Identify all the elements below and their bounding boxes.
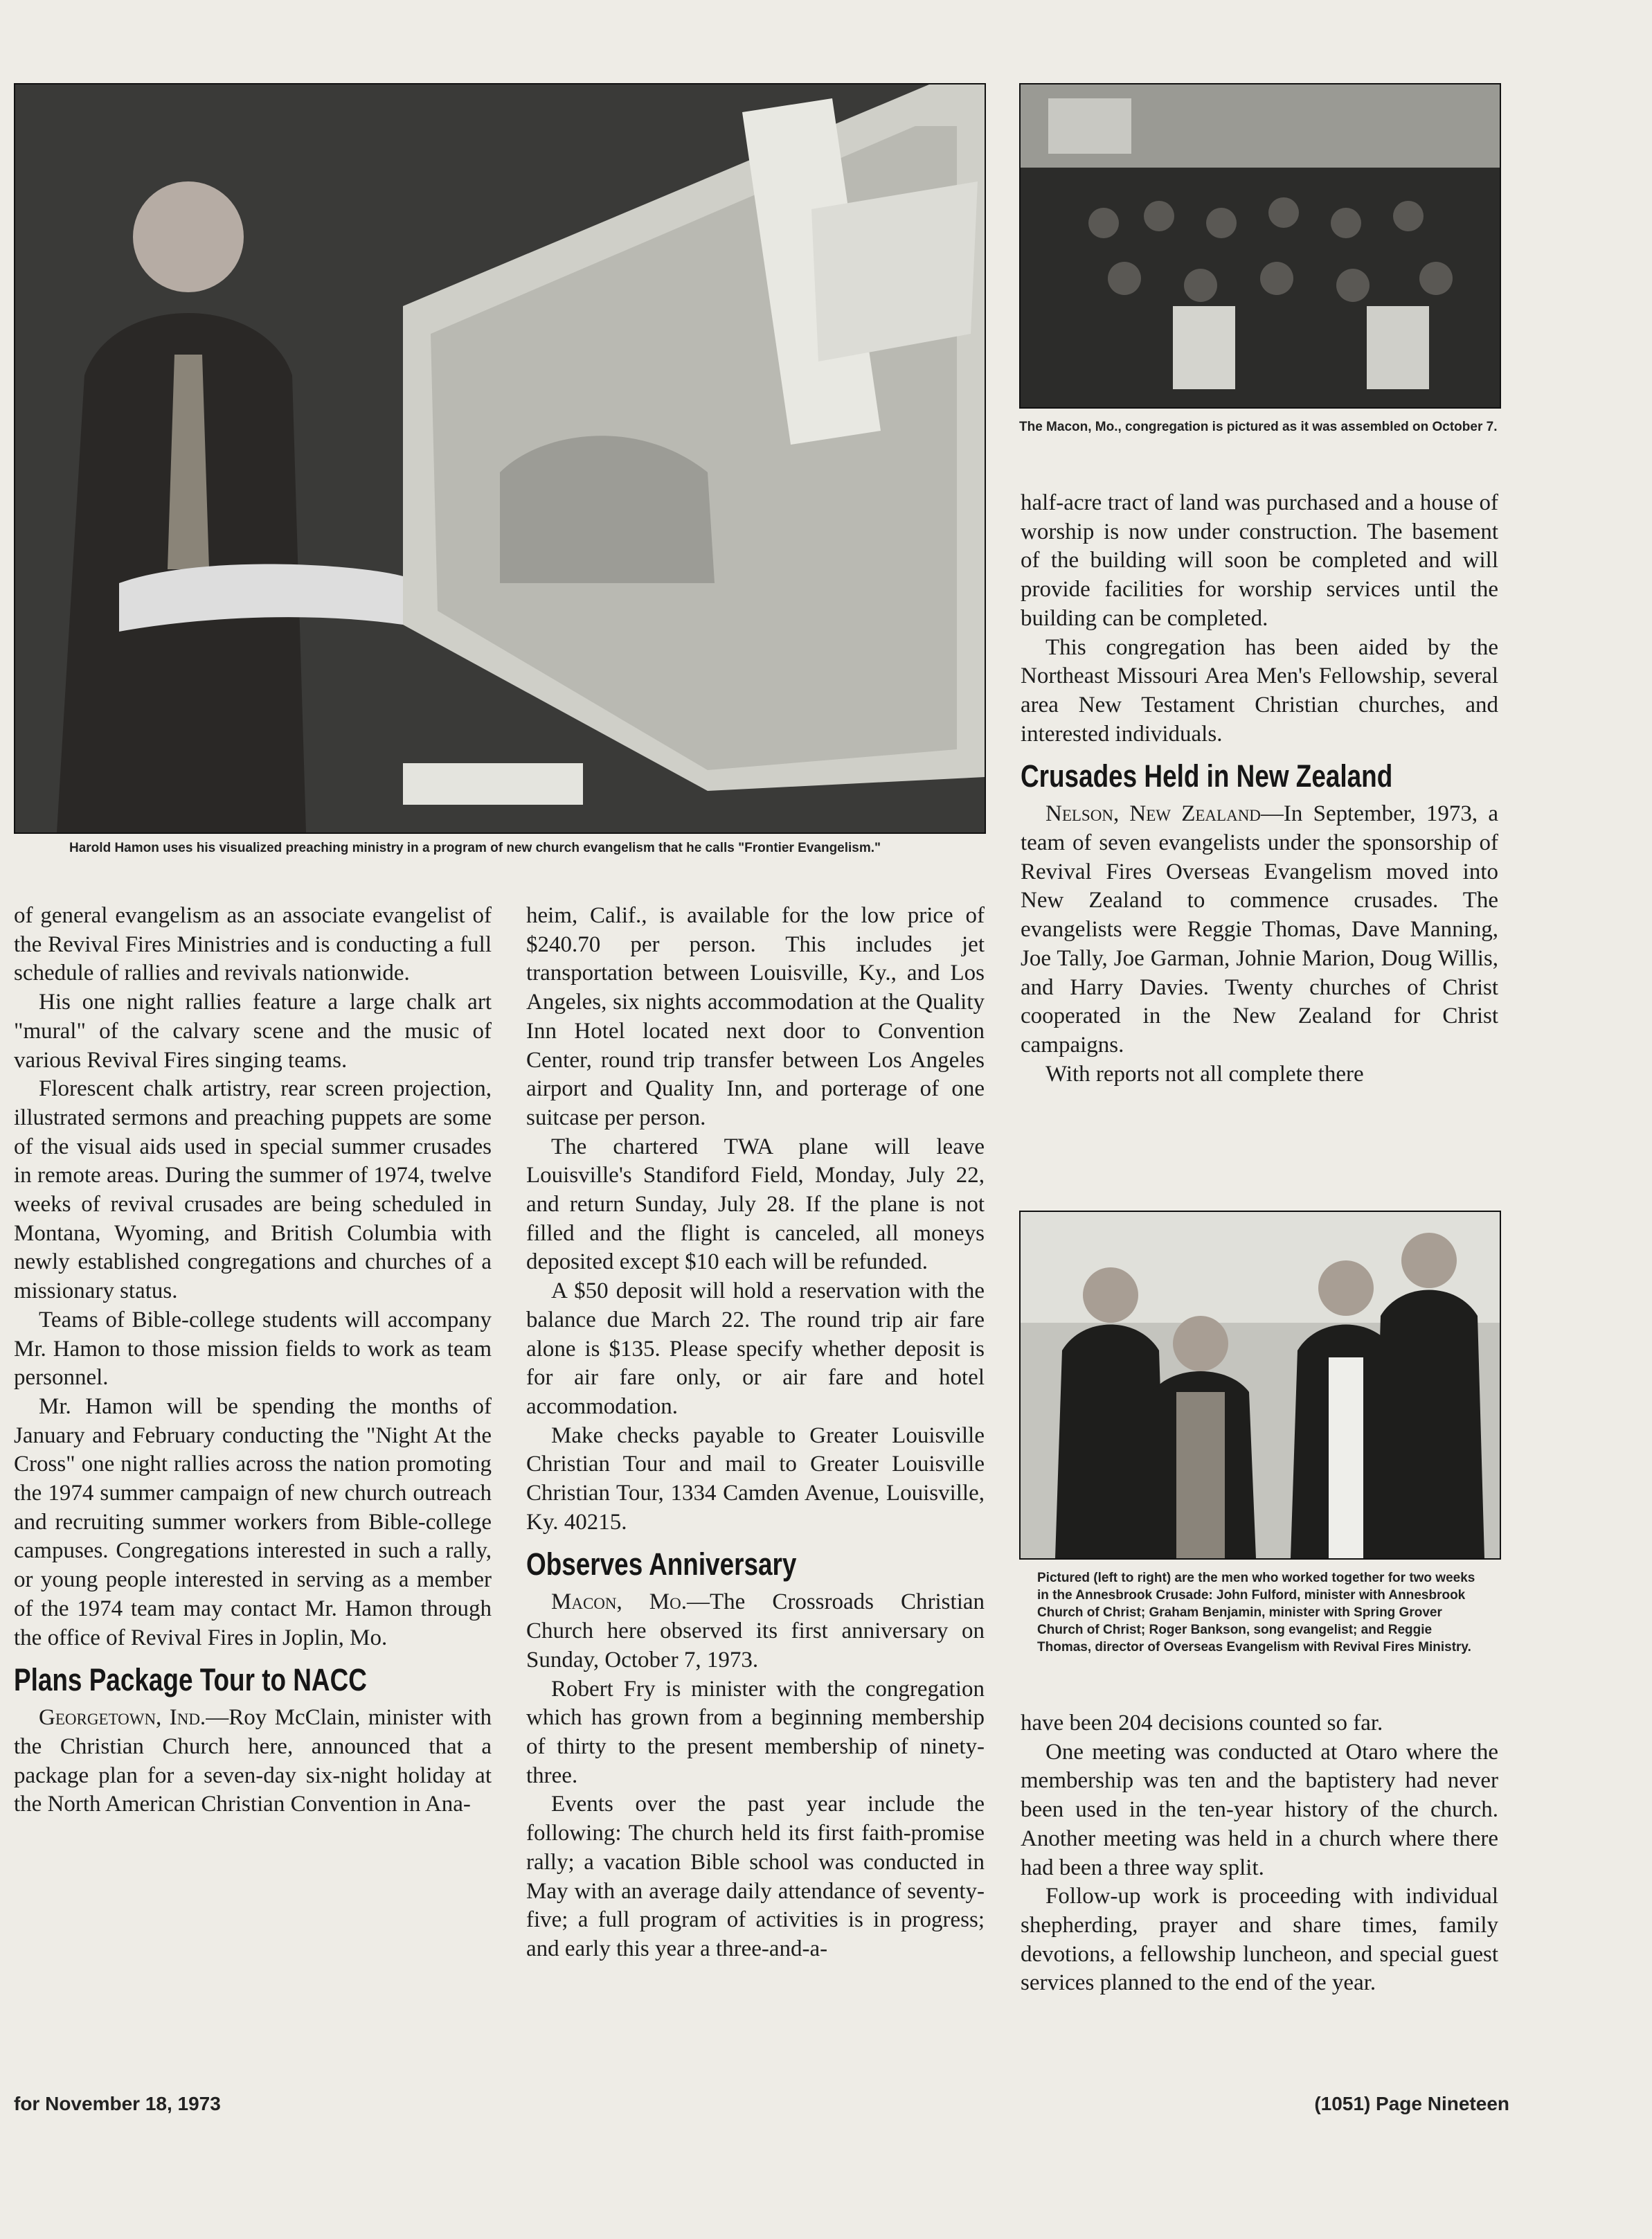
paragraph: Florescent chalk artistry, rear screen projection, illustrated sermons and preaching puppets are some of the visual aids used in special summer crusades in remote areas. During the summer of 1974, twelve weeks of revival crusades are being scheduled in Montana, Wyoming, and British Columbia with newly established congregations and churches of a missionary status. xyxy=(14,1076,492,1304)
paragraph: Events over the past year include the following: The church held its first faith-promise rally; a vacation Bible school was conducted in May with an average daily attendance of seventy-five; a full program of activities is in progress; and early this year a three-and-a- xyxy=(526,1792,985,1961)
paragraph: half-acre tract of land was purchased and a house of worship is now under construction. The basement of the building will soon be completed and will provide facilities for worship services until the building can be completed. xyxy=(1021,490,1498,631)
paragraph xyxy=(14,1704,492,1819)
paragraph xyxy=(526,1588,985,1675)
paragraph: Robert Fry is minister with the congregation which has grown from a beginning membership of thirty to the present membership of ninety-three. xyxy=(526,1676,985,1788)
column-3-upper xyxy=(1021,489,1498,1089)
paragraph: Mr. Hamon will be spending the months of January and February conducting the "Night At the Cross" one night rallies across the nation promoting the 1974 summer campaign of new church outreach and recruiting summer workers from Bible-college campuses. Congregations interested in such a rally, or young people interested in serving as a member of the 1974 team may contact Mr. Hamon through the office of Revival Fires in Joplin, Mo. xyxy=(14,1393,492,1650)
article-heading-nacc: Plans Package Tour to NACC xyxy=(14,1662,367,1698)
caption-crusade: Pictured (left to right) are the men who worked together for two weeks in the Annesbrook Crusade: John Fulford, minister with Annesbrook Church of Christ; Graham Benjamin, minister with Spring Grover Church of Christ; Roger Bankson, song evangelist; and Reggie Thomas, director of Overseas Evangelism with Revival Fires Ministry. xyxy=(1037,1571,1475,1654)
lead-text: —The Crossroads Christian Church here observed its first anniversary on Sunday, October 7, 1973. xyxy=(526,1589,985,1672)
article-heading-new-zealand: Crusades Held in New Zealand xyxy=(1021,758,1393,794)
footer-issue-date: for November 18, 1973 xyxy=(14,2093,221,2114)
dateline: Georgetown, Ind. xyxy=(39,1705,206,1731)
dateline: Nelson, New Zealand xyxy=(1045,801,1261,827)
paragraph: Teams of Bible-college students will accompany Mr. Hamon to those mission fields to work as team personnel. xyxy=(14,1307,492,1391)
article-heading-anniversary: Observes Anniversary xyxy=(526,1546,797,1582)
paragraph: Follow-up work is proceeding with individual shepherding, prayer and share times, family devotions, a fellowship luncheon, and special guest services planned to the end of the year. xyxy=(1021,1884,1498,1996)
photo-macon-congregation xyxy=(1019,83,1501,409)
photo-annesbrook-crusade xyxy=(1019,1211,1501,1560)
paragraph: A $50 deposit will hold a reservation with the balance due March 22. The round trip air fare alone is $135. Please specify whether deposit is for air fare only, or air fare and hotel accommodation. xyxy=(526,1278,985,1419)
lead-text: —Roy McClain, minister with the Christian Church here, announced that a package plan for a seven-day six-night holiday at the North American Christian Convention in Ana- xyxy=(14,1705,492,1817)
paragraph: The chartered TWA plane will leave Louisville's Standiford Field, Monday, July 22, and return Sunday, July 28. If the plane is not filled and the flight is canceled, all moneys deposited except $10 each will be refunded. xyxy=(526,1134,985,1275)
column-1 xyxy=(14,902,492,1819)
congregation-illustration xyxy=(1021,84,1500,407)
paragraph: of general evangelism as an associate evangelist of the Revival Fires Ministries and is conducting a full schedule of rallies and revivals nationwide. xyxy=(14,903,492,986)
caption-hamon: Harold Hamon uses his visualized preaching ministry in a program of new church evangelism that he calls "Frontier Evangelism." xyxy=(69,841,881,855)
dateline: Macon, Mo. xyxy=(551,1589,687,1615)
paragraph: This congregation has been aided by the Northeast Missouri Area Men's Fellowship, several area New Testament Christian churches, and interested individuals. xyxy=(1021,634,1498,747)
column-2 xyxy=(526,902,985,1964)
caption-macon: The Macon, Mo., congregation is pictured as it was assembled on October 7. xyxy=(1019,420,1498,434)
paragraph: have been 204 decisions counted so far. xyxy=(1021,1711,1383,1736)
footer-page-number: (1051) Page Nineteen xyxy=(1314,2093,1509,2114)
paragraph: One meeting was conducted at Otaro where the membership was ten and the baptistery had never been used in the ten-year history of the church. Another meeting was held in a church where there had been a three way split. xyxy=(1021,1739,1498,1880)
paragraph: Make checks payable to Greater Louisville Christian Tour and mail to Greater Louisville Christian Tour, 1334 Camden Avenue, Louisville, Ky. 40215. xyxy=(526,1422,985,1535)
paragraph xyxy=(1021,800,1498,1060)
paragraph: With reports not all complete there xyxy=(1045,1061,1364,1087)
column-3-lower xyxy=(1021,1709,1498,1998)
crusade-men-illustration xyxy=(1021,1212,1500,1558)
photo-harold-hamon xyxy=(14,83,986,834)
chalk-art-mural-illustration xyxy=(15,84,985,832)
lead-text: —In September, 1973, a team of seven evangelists under the sponsorship of Revival Fires Overseas Evangelism moved into New Zealand to commence crusades. The evangelists were Reggie Thomas, Dave Manning, Joe Tally, Joe Garman, Johnie Marion, Doug Willis, and Harry Davies. Twenty churches of Christ cooperated in the New Zealand for Christ campaigns. xyxy=(1021,801,1499,1058)
paragraph: heim, Calif., is available for the low price of $240.70 per person. This includes jet transportation between Louisville, Ky., and Los Angeles, six nights accommodation at the Quality Inn Hotel located next door to Convention Center, round trip transfer between Los Angeles airport and Quality Inn, and porterage of one suitcase per person. xyxy=(526,903,985,1130)
paragraph: His one night rallies feature a large chalk art "mural" of the calvary scene and the music of various Revival Fires singing teams. xyxy=(14,990,492,1073)
